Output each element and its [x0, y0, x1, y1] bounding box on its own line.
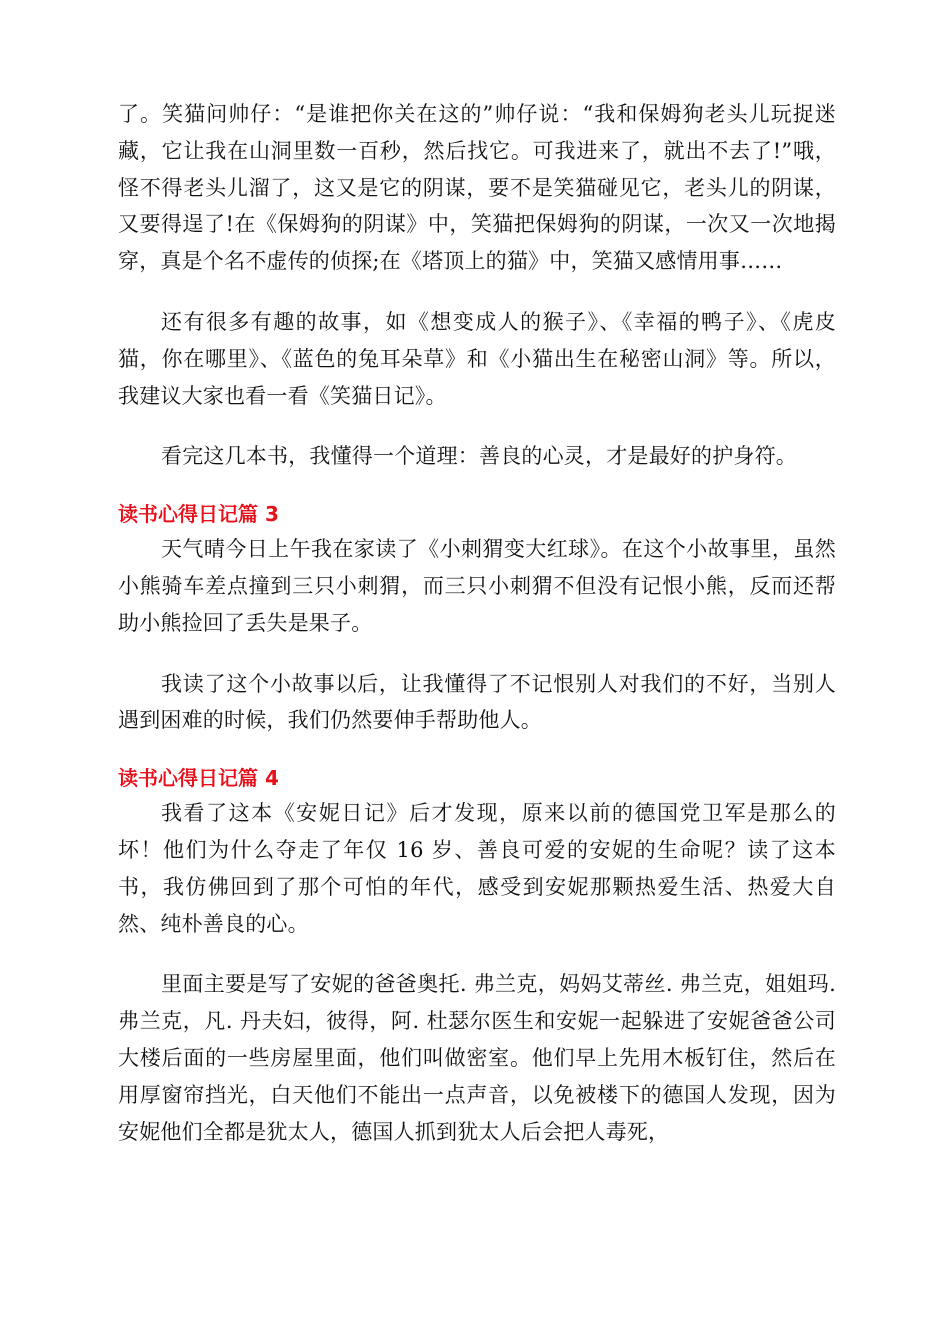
paragraph-lesson: 看完这几本书，我懂得一个道理：善良的心灵，才是最好的护身符。 [161, 444, 797, 469]
paragraph-hedgehog-lesson: 我读了这个小故事以后，让我懂得了不记恨别人对我们的不好，当别人遇到困难的时候，我们仍然要伸手帮助他人。 [118, 671, 836, 733]
paragraph-other-stories: 还有很多有趣的故事，如《想变成人的猴子》、《幸福的鸭子》、《虎皮猫，你在哪里》、《蓝色的兔耳朵草》和《小猫出生在秘密山洞》等。所以，我建议大家也看一看《笑猫日记》。 [118, 309, 836, 408]
section-heading-4: 读书心得日记篇 4 [118, 766, 279, 791]
paragraph-continued-story: 了。笑猫问帅仔：“是谁把你关在这的”帅仔说：“我和保姆狗老头儿玩捉迷藏，它让我在山洞里数一百秒，然后找它。可我进来了，就出不去了!”哦，怪不得老头儿溜了，这又是它的阴谋，要不是笑猫碰见它，老头儿的阴谋，又要得逞了!在《保姆狗的阴谋》中，笑猫把保姆狗的阴谋，一次又一次地揭穿，真是个名不虚传的侦探;在《塔顶上的猫》中，笑猫又感情用事…… [118, 102, 836, 274]
paragraph-anne-diary-intro: 我看了这本《安妮日记》后才发现，原来以前的德国党卫军是那么的坏！他们为什么夺走了年仅 16 岁、善良可爱的安妮的生命呢？读了这本书，我仿佛回到了那个可怕的年代，感受到安妮那颗热爱生活、热爱大自然、纯朴善良的心。 [118, 801, 836, 936]
document-page [118, 96, 836, 1150]
section-heading-3: 读书心得日记篇 3 [118, 502, 279, 527]
paragraph-anne-diary-content: 里面主要是写了安妮的爸爸奥托. 弗兰克，妈妈艾蒂丝. 弗兰克，姐姐玛. 弗兰克，凡. 丹夫妇，彼得，阿. 杜瑟尔医生和安妮一起躲进了安妮爸爸公司大楼后面的一些房屋里面，他们叫做密室。他们早上先用木板钉住，然后在用厚窗帘挡光，白天他们不能出一点声音，以免被楼下的德国人发现，因为安妮他们全都是犹太人，德国人抓到犹太人后会把人毒死， [118, 972, 836, 1144]
paragraph-hedgehog-story: 天气晴今日上午我在家读了《小刺猬变大红球》。在这个小故事里，虽然小熊骑车差点撞到三只小刺猬，而三只小刺猬不但没有记恨小熊，反而还帮助小熊捡回了丢失是果子。 [118, 537, 836, 635]
